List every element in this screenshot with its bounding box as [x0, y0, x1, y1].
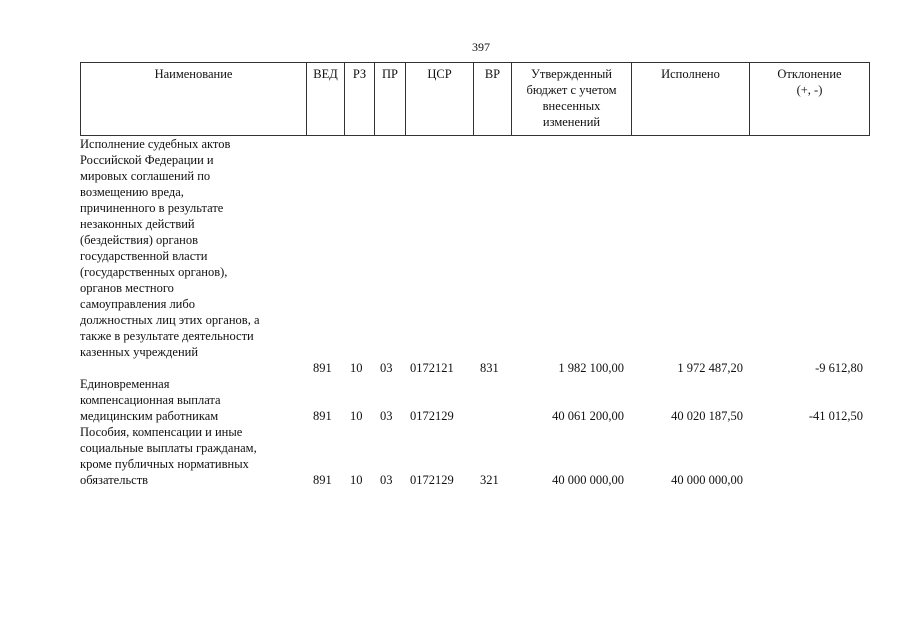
row-deviation: -41 012,50	[808, 409, 863, 423]
header-approved: Утвержденный бюджет с учетом внесенных изменений	[511, 63, 631, 135]
table-header	[80, 62, 870, 136]
row-executed: 1 972 487,20	[677, 361, 743, 375]
row-rz: 10	[350, 473, 363, 487]
row-approved: 1 982 100,00	[558, 361, 624, 375]
header-ved: ВЕД	[306, 63, 344, 135]
table-row	[80, 424, 870, 488]
header-deviation: Отклонение (+, -)	[749, 63, 869, 135]
header-csr: ЦСР	[405, 63, 473, 135]
table-row	[80, 376, 870, 424]
row-ved: 891	[313, 409, 332, 423]
row-approved: 40 061 200,00	[552, 409, 624, 423]
page-number: 397	[472, 40, 490, 54]
row-vr: 321	[480, 473, 499, 487]
row-deviation: -9 612,80	[815, 361, 863, 375]
row-csr: 0172129	[410, 473, 454, 487]
row-ved: 891	[313, 473, 332, 487]
row-pr: 03	[380, 361, 393, 375]
row-ved: 891	[313, 361, 332, 375]
header-executed: Исполнено	[631, 63, 749, 135]
row-rz: 10	[350, 361, 363, 375]
row-name: Пособия, компенсации и иные социальные выплаты гражданам, кроме публичных нормативных обязательств	[80, 425, 257, 487]
row-name: Единовременная компенсационная выплата медицинским работникам	[80, 377, 221, 423]
row-approved: 40 000 000,00	[552, 473, 624, 487]
row-csr: 0172121	[410, 361, 454, 375]
row-vr: 831	[480, 361, 499, 375]
row-pr: 03	[380, 473, 393, 487]
row-csr: 0172129	[410, 409, 454, 423]
budget-table	[80, 62, 870, 488]
header-name: Наименование	[154, 67, 233, 81]
row-name: Исполнение судебных актов Российской Федерации и мировых соглашений по возмещению вреда, причиненного в результате незаконных действий (бездействия) органов государственной власти (государственных органов), органов местного самоуправления либо должностных лиц этих органов, а также в результате деятельности казенных учреждений	[80, 137, 260, 359]
row-rz: 10	[350, 409, 363, 423]
table-row	[80, 136, 870, 376]
row-executed: 40 000 000,00	[671, 473, 743, 487]
header-rz: РЗ	[344, 63, 374, 135]
row-pr: 03	[380, 409, 393, 423]
header-pr: ПР	[374, 63, 405, 135]
header-vr: ВР	[473, 63, 511, 135]
row-executed: 40 020 187,50	[671, 409, 743, 423]
